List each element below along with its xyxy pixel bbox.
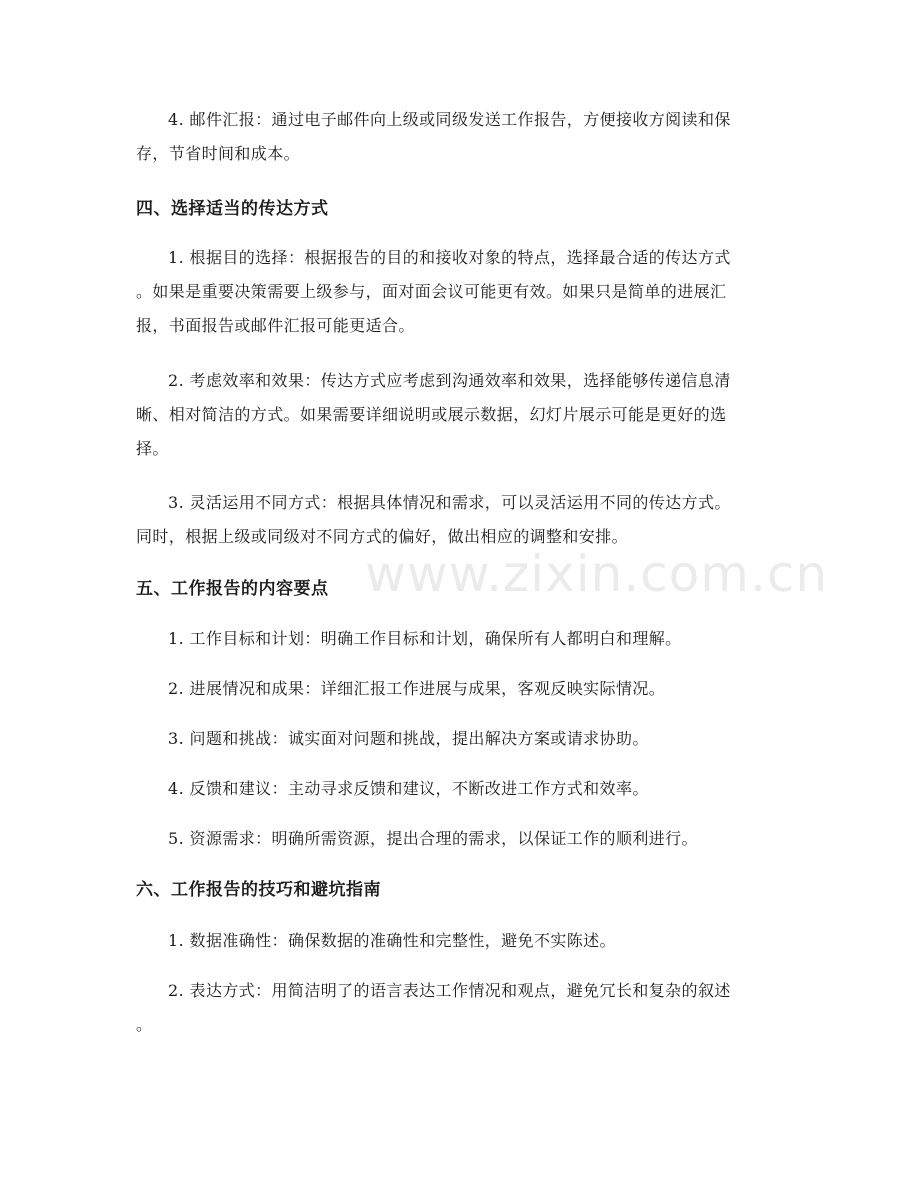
list-item-feedback: 4. 反馈和建议：主动寻求反馈和建议，不断改进工作方式和效率。 xyxy=(168,779,649,798)
watermark: www.zixin.com.cn xyxy=(365,545,829,603)
section-heading-5: 五、工作报告的内容要点 xyxy=(136,579,329,599)
list-item-progress: 2. 进展情况和成果：详细汇报工作进展与成果，客观反映实际情况。 xyxy=(168,679,666,698)
list-item-resources: 5. 资源需求：明确所需资源，提出合理的需求，以保证工作的顺利进行。 xyxy=(168,829,698,848)
paragraph-email-report: 4. 邮件汇报：通过电子邮件向上级或同级发送工作报告，方便接收方阅读和保 存，节省时间和成本。 xyxy=(136,110,731,163)
section-heading-6: 六、工作报告的技巧和避坑指南 xyxy=(136,880,381,900)
paragraph-choose-by-purpose: 1. 根据目的选择：根据报告的目的和接收对象的特点，选择最合适的传达方式 。如果是重要决策需要上级参与，面对面会议可能更有效。如果只是简单的进展汇 报，书面报告或邮件汇报可能更适合。 xyxy=(136,248,731,335)
paragraph-efficiency: 2. 考虑效率和效果：传达方式应考虑到沟通效率和效果，选择能够传递信息清 晰、相对简洁的方式。如果需要详细说明或展示数据，幻灯片展示可能是更好的选 择。 xyxy=(136,371,731,458)
list-item-expression: 2. 表达方式：用简洁明了的语言表达工作情况和观点，避免冗长和复杂的叙述 。 xyxy=(136,981,731,1034)
list-item-data-accuracy: 1. 数据准确性：确保数据的准确性和完整性，避免不实陈述。 xyxy=(168,931,616,950)
list-item-problems: 3. 问题和挑战：诚实面对问题和挑战，提出解决方案或请求协助。 xyxy=(168,729,649,748)
list-item-goals: 1. 工作目标和计划：明确工作目标和计划，确保所有人都明白和理解。 xyxy=(168,629,682,648)
paragraph-flexible-use: 3. 灵活运用不同方式：根据具体情况和需求，可以灵活运用不同的传达方式。 同时，根据上级或同级对不同方式的偏好，做出相应的调整和安排。 xyxy=(136,493,731,546)
section-heading-4: 四、选择适当的传达方式 xyxy=(136,199,329,219)
